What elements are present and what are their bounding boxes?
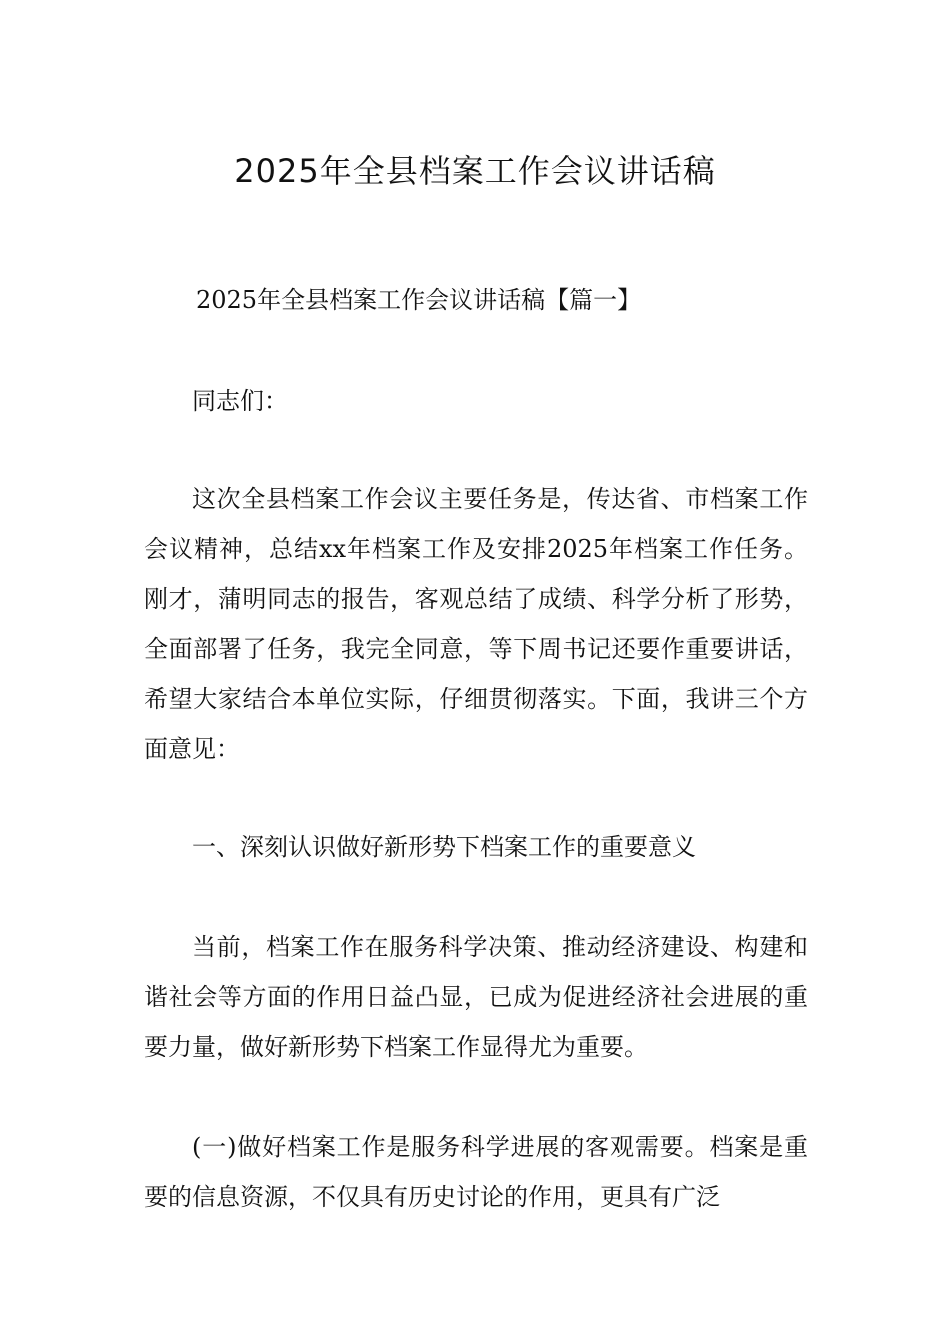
- paragraph-current-situation: 当前，档案工作在服务科学决策、推动经济建设、构建和谐社会等方面的作用日益凸显，已成为促进经济社会进展的重要力量，做好新形势下档案工作显得尤为重要。: [144, 933, 808, 1061]
- section-heading-1: 一、深刻认识做好新形势下档案工作的重要意义: [192, 833, 696, 861]
- document-title: 2025年全县档案工作会议讲话稿: [234, 152, 716, 191]
- greeting-line: 同志们：: [192, 387, 288, 415]
- paragraph-point-1: (一)做好档案工作是服务科学进展的客观需要。档案是重要的信息资源，不仅具有历史讨论的作用，更具有广泛: [144, 1133, 808, 1211]
- paragraph-intro: 这次全县档案工作会议主要任务是，传达省、市档案工作会议精神，总结xx年档案工作及安排2025年档案工作任务。刚才，蒲明同志的报告，客观总结了成绩、科学分析了形势，全面部署了任务，我完全同意，等下周书记还要作重要讲话，希望大家结合本单位实际，仔细贯彻落实。下面，我讲三个方面意见：: [144, 485, 808, 763]
- document-subtitle: 2025年全县档案工作会议讲话稿【篇一】: [196, 286, 642, 314]
